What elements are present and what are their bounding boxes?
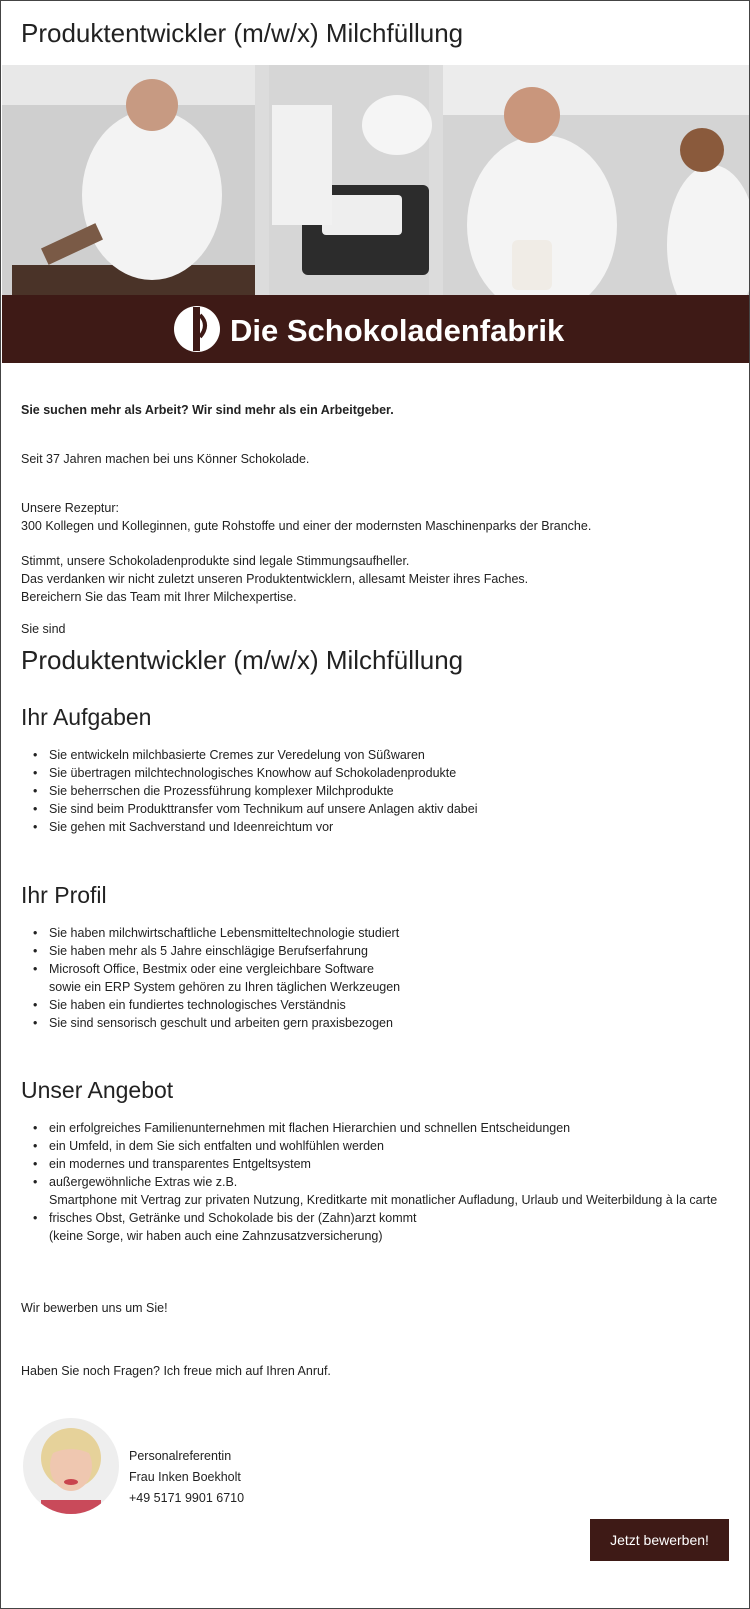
- list-item: • ein modernes und transparentes Entgeltsystem: [29, 1155, 719, 1173]
- photo-team: [443, 65, 750, 325]
- intro-history: Seit 37 Jahren machen bei uns Könner Schokolade.: [21, 452, 310, 466]
- intro-recipe-text: 300 Kollegen und Kolleginnen, gute Rohstoffe und einer der modernsten Maschinenparks der Branche.: [21, 519, 592, 533]
- offer-list: [29, 1119, 719, 1245]
- intro-lead: Sie suchen mehr als Arbeit? Wir sind mehr als ein Arbeitgeber.: [21, 403, 394, 417]
- list-item: • ein Umfeld, in dem Sie sich entfalten und wohlfühlen werden: [29, 1137, 719, 1155]
- contact-name: Frau Inken Boekholt: [129, 1470, 241, 1484]
- intro-mood-3: Bereichern Sie das Team mit Ihrer Milchexpertise.: [21, 590, 297, 604]
- offer-heading: Unser Angebot: [21, 1077, 174, 1103]
- contact-phone[interactable]: +49 5171 9901 6710: [129, 1491, 245, 1505]
- list-item: • Sie sind sensorisch geschult und arbeiten gern praxisbezogen: [29, 1014, 719, 1032]
- list-item: • Sie beherrschen die Prozessführung komplexer Milchprodukte: [29, 782, 719, 800]
- list-item: [29, 1209, 719, 1245]
- profile-heading: Ihr Profil: [21, 882, 107, 908]
- list-item: • Sie übertragen milchtechnologisches Knowhow auf Schokoladenprodukte: [29, 764, 719, 782]
- brand-name: Die Schokoladenfabrik: [230, 313, 565, 348]
- list-item-line: sowie ein ERP System gehören zu Ihren täglichen Werkzeugen: [49, 980, 401, 994]
- intro-you-are: Sie sind: [21, 622, 66, 636]
- list-item: • Sie haben ein fundiertes technologisches Verständnis: [29, 996, 719, 1014]
- list-item: • Sie haben mehr als 5 Jahre einschlägige Berufserfahrung: [29, 942, 719, 960]
- list-item: • Sie sind beim Produkttransfer vom Technikum auf unsere Anlagen aktiv dabei: [29, 800, 719, 818]
- list-item-line: Smartphone mit Vertrag zur privaten Nutzung, Kreditkarte mit monatlicher Aufladung, Urlaub und Weiterbildung à la carte: [49, 1193, 718, 1207]
- list-item: [29, 960, 719, 996]
- contact-block: [129, 1446, 244, 1509]
- questions-line: Haben Sie noch Fragen? Ich freue mich auf Ihren Anruf.: [21, 1364, 331, 1378]
- closing-line: Wir bewerben uns um Sie!: [21, 1301, 168, 1315]
- job-title: Produktentwickler (m/w/x) Milchfüllung: [21, 645, 464, 675]
- intro-recipe-label: Unsere Rezeptur:: [21, 501, 119, 515]
- profile-list: [29, 924, 719, 1032]
- photo-scale: [269, 65, 432, 295]
- photo-chocolatier: [2, 65, 255, 295]
- tasks-list: [29, 746, 719, 836]
- list-item-line: Microsoft Office, Bestmix oder eine vergleichbare Software: [49, 962, 374, 976]
- list-item-line: außergewöhnliche Extras wie z.B.: [49, 1175, 238, 1189]
- avatar: [23, 1418, 119, 1514]
- brand-logo-icon: [174, 306, 220, 352]
- hero-banner: [2, 65, 750, 363]
- list-item: [29, 1173, 719, 1209]
- list-item-line: (keine Sorge, wir haben auch eine Zahnzusatzversicherung): [49, 1229, 383, 1243]
- list-item: • Sie entwickeln milchbasierte Cremes zur Veredelung von Süßwaren: [29, 746, 719, 764]
- list-item: • ein erfolgreiches Familienunternehmen mit flachen Hierarchien und schnellen Entscheidungen: [29, 1119, 719, 1137]
- list-item: • Sie haben milchwirtschaftliche Lebensmitteltechnologie studiert: [29, 924, 719, 942]
- list-item: • Sie gehen mit Sachverstand und Ideenreichtum vor: [29, 818, 719, 836]
- list-item-line: frisches Obst, Getränke und Schokolade bis der (Zahn)arzt kommt: [49, 1211, 417, 1225]
- contact-role: Personalreferentin: [129, 1449, 232, 1463]
- intro-mood-2: Das verdanken wir nicht zuletzt unseren Produktentwicklern, allesamt Meister ihres Faches.: [21, 572, 529, 586]
- tasks-heading: Ihr Aufgaben: [21, 704, 152, 730]
- page-title: Produktentwickler (m/w/x) Milchfüllung: [21, 18, 464, 48]
- intro-mood-1: Stimmt, unsere Schokoladenprodukte sind legale Stimmungsaufheller.: [21, 554, 410, 568]
- apply-button[interactable]: Jetzt bewerben!: [590, 1519, 729, 1561]
